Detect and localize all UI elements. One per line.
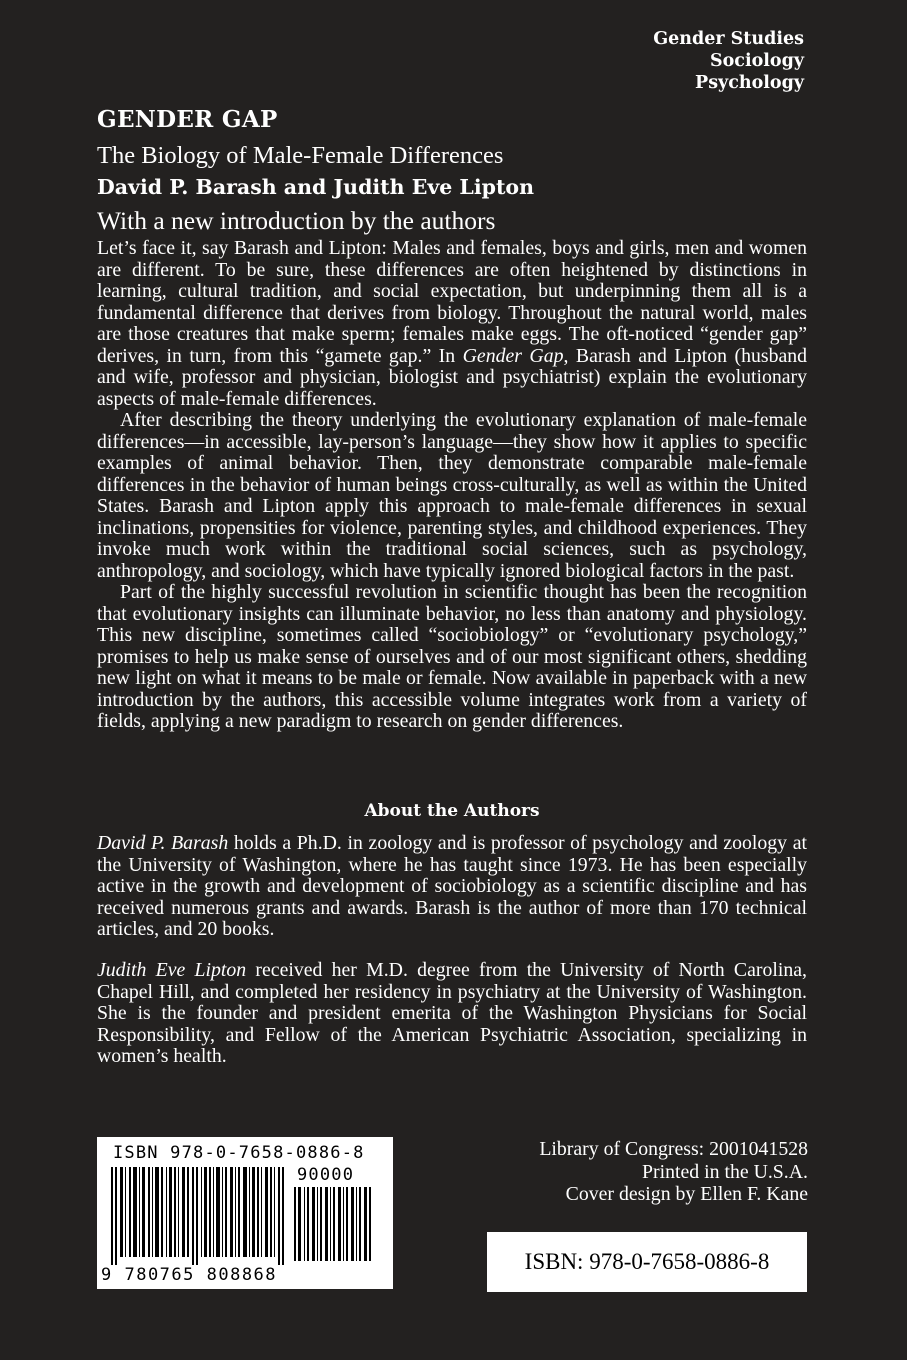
cover-design: Cover design by Ellen F. Kane [565,1183,808,1205]
p1-text-a: Let’s face it, say Barash and Lipton: Males and females, boys and girls, men and women are different. To be sure, these differences are often heightened by distinctions in learning, cultural tradition, and social expectation, but underpinning them all is a fundamental difference that derives from biology. Throughout the natural world, males are those creatures that make sperm; females make eggs. The oft-noticed “gender gap” derives, in turn, from this “gamete gap.” In [97,237,807,367]
library-of-congress: Library of Congress: 2001041528 [539,1138,808,1160]
bio-barash-text: holds a Ph.D. in zoology and is professor of psychology and zoology at the University of Washington, where he has taught since 1973. He has been especially active in the growth and development of sociobiology as a scientific discipline and has received numerous grants and awards. Barash is the author of more than 170 technical articles, and 20 books. [97,832,807,940]
isbn-barcode [97,1137,393,1289]
book-subtitle: The Biology of Male-Female Differences [97,142,504,169]
bio-lipton-name: Judith Eve Lipton [97,959,247,981]
description-paragraph-3: Part of the highly successful revolution in scientific thought has been the recognition that evolutionary insights can illuminate behavior, no less than anatomy and physiology. This new discipline, sometimes called “sociobiology” or “evolutionary psychology,” promises to help us make sense of ourselves and of our most significant others, shedding new light on what it means to be male or female. Now available in paperback with a new introduction by the authors, this accessible volume integrates work from a variety of fields, applying a new paradigm to research on gender differences. [97,581,807,732]
subject-psychology: Psychology [695,73,804,93]
barcode-bars-main [111,1167,286,1265]
book-authors: David P. Barash and Judith Eve Lipton [97,175,534,199]
bio-barash-name: David P. Barash [97,832,229,854]
bio-barash [97,833,807,941]
barcode-digits: 9 780765 808868 [101,1265,278,1285]
description [97,238,807,733]
description-paragraph-1 [97,238,807,410]
description-paragraph-2: After describing the theory underlying the evolutionary explanation of male-female differences—in accessible, lay-person’s language—they show how it applies to specific examples of animal behavior. Then, they demonstrate comparable male-female differences in the behavior of human beings cross-culturally, as well as within the United States. Barash and Lipton apply this approach to male-female differences in sexual inclinations, propensities for violence, parenting styles, and childhood experiences. They invoke much work within the traditional social sciences, such as psychology, anthropology, and sociology, which have typically ignored biological factors in the past. [97,409,807,582]
new-intro-line: With a new introduction by the authors [97,206,496,235]
bio-lipton-text: received her M.D. degree from the University of North Carolina, Chapel Hill, and completed her residency in psychiatry at the University of Washington. She is the founder and president emerita of the Washington Physicians for Social Responsibility, and Fellow of the American Psychiatric Association, specializing in women’s health. [97,959,807,1067]
bio-lipton [97,960,807,1068]
barcode-isbn-label: ISBN 978-0-7658-0886-8 [113,1143,365,1163]
barcode-price-code: 90000 [297,1165,355,1185]
subject-categories [653,28,804,94]
p1-book-title-italic: Gender Gap [462,344,564,367]
printed-in: Printed in the U.S.A. [642,1160,808,1183]
book-title: GENDER GAP [97,106,278,133]
isbn-text-box: ISBN: 978-0-7658-0886-8 [487,1232,807,1292]
subject-gender-studies: Gender Studies [653,29,804,49]
subject-sociology: Sociology [709,51,804,71]
about-authors-heading: About the Authors [364,801,540,821]
publication-info [539,1138,808,1206]
p1-text-b: , Barash and Lipton (husband and wife, professor and physician, biologist and psychiatrist) explain the evolutionary aspects of male-female differences. [97,344,808,410]
barcode-bars-addon [294,1187,374,1261]
